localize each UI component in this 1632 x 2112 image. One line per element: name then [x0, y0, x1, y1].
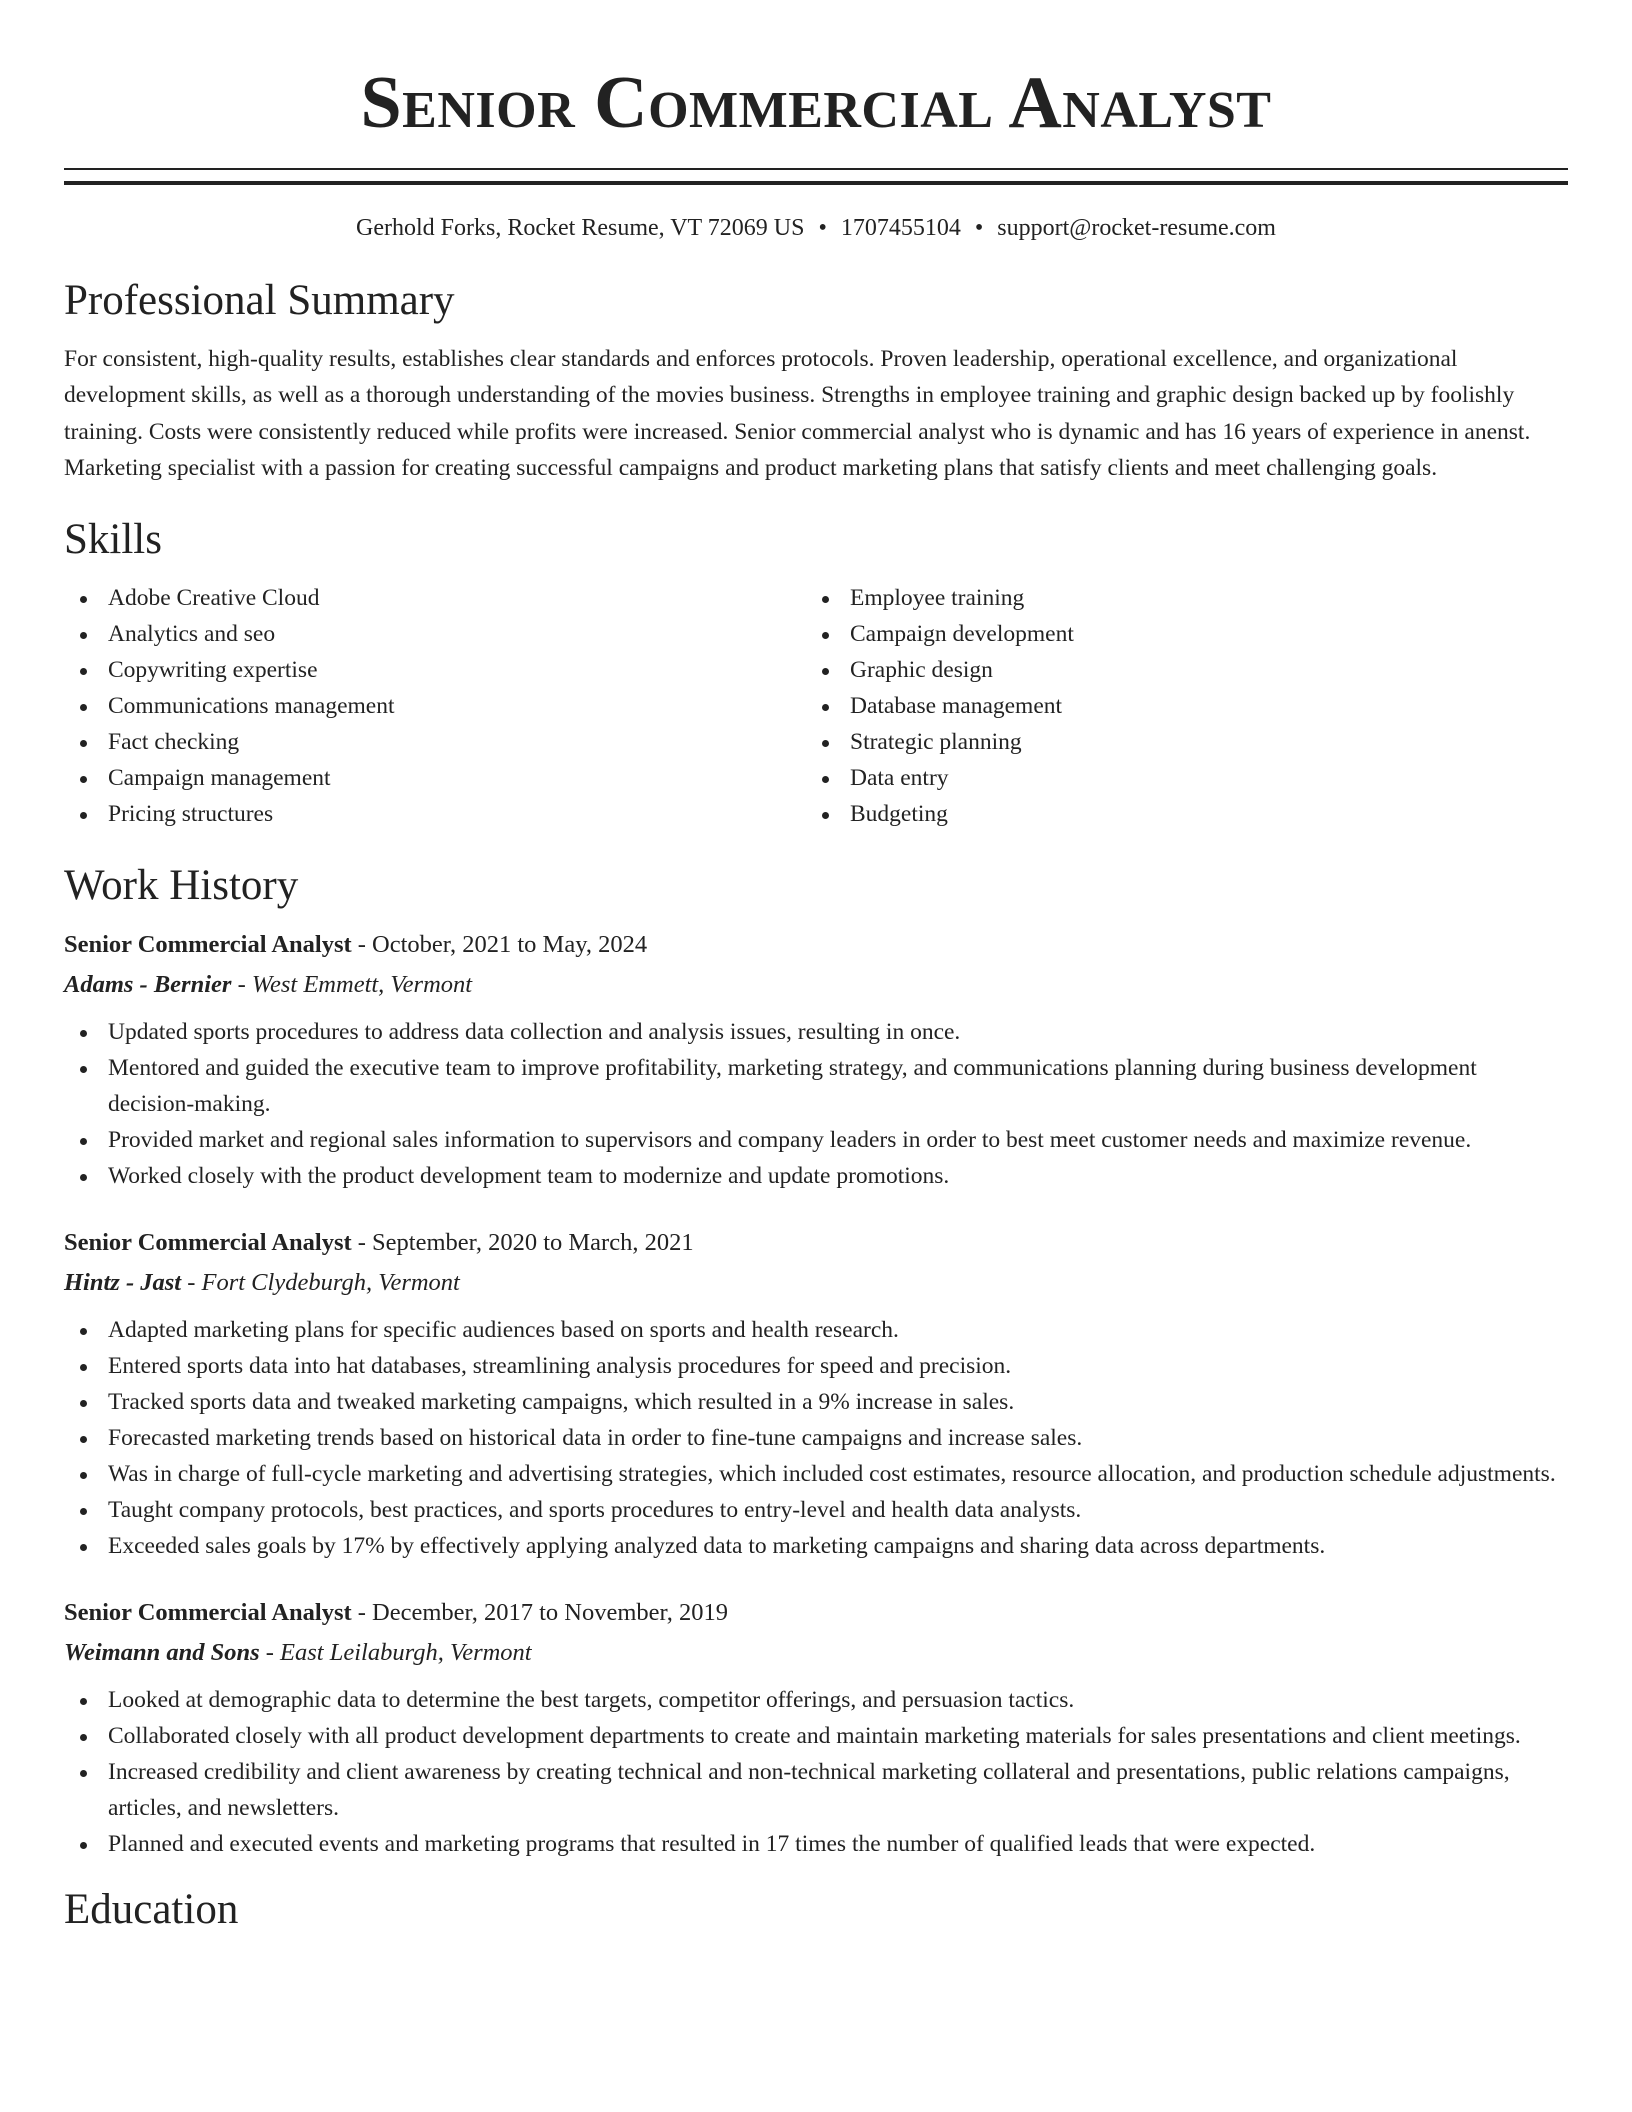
- skill-item: Analytics and seo: [64, 616, 806, 652]
- job-bullet: Forecasted marketing trends based on historical data in order to fine-tune campaigns and increase sales.: [64, 1420, 1568, 1456]
- job-entry: [64, 930, 1568, 1194]
- job-bullet: Tracked sports data and tweaked marketing campaigns, which resulted in a 9% increase in sales.: [64, 1384, 1568, 1420]
- skill-item: Copywriting expertise: [64, 652, 806, 688]
- job-location: - Fort Clydeburgh, Vermont: [181, 1269, 460, 1297]
- job-title: Senior Commercial Analyst: [64, 1599, 352, 1627]
- job-bullet: Worked closely with the product development team to modernize and update promotions.: [64, 1158, 1568, 1194]
- contact-separator: •: [974, 215, 984, 241]
- job-location: - West Emmett, Vermont: [231, 971, 473, 999]
- job-bullet: Taught company protocols, best practices, and sports procedures to entry-level and health data analysts.: [64, 1492, 1568, 1528]
- job-heading: [64, 930, 1568, 960]
- job-bullet: Mentored and guided the executive team to improve profitability, marketing strategy, and communications planning during business development decision-making.: [64, 1050, 1568, 1122]
- job-bullet: Collaborated closely with all product development departments to create and maintain marketing materials for sales presentations and client meetings.: [64, 1718, 1568, 1754]
- section-title-education: Education: [64, 1886, 239, 1934]
- job-heading: [64, 1228, 1568, 1258]
- job-bullets: [64, 1014, 1568, 1194]
- skill-item: Campaign development: [806, 616, 1548, 652]
- title-divider: [64, 168, 1568, 185]
- job-bullet: Increased credibility and client awareness by creating technical and non-technical marketing collateral and presentations, public relations campaigns, articles, and newsletters.: [64, 1754, 1568, 1826]
- contact-line: [64, 213, 1568, 243]
- job-bullet: Planned and executed events and marketing programs that resulted in 17 times the number of qualified leads that were expected.: [64, 1826, 1568, 1862]
- job-employer: [64, 1638, 1568, 1668]
- job-bullet: Adapted marketing plans for specific audiences based on sports and health research.: [64, 1312, 1568, 1348]
- contact-separator: •: [818, 215, 827, 241]
- contact-phone: 1707455104: [840, 215, 961, 241]
- job-heading: [64, 1598, 1568, 1628]
- job-title: Senior Commercial Analyst: [64, 1229, 352, 1257]
- job-bullet: Looked at demographic data to determine the best targets, competitor offerings, and persuasion tactics.: [64, 1682, 1568, 1718]
- job-bullet: Updated sports procedures to address data collection and analysis issues, resulting in once.: [64, 1014, 1568, 1050]
- job-bullet: Exceeded sales goals by 17% by effectively applying analyzed data to marketing campaigns and sharing data across departments.: [64, 1528, 1568, 1564]
- job-company: Weimann and Sons: [64, 1639, 260, 1667]
- section-title-skills: Skills: [64, 516, 162, 564]
- section-title-work-history: Work History: [64, 862, 299, 910]
- resume-title: Senior Commercial Analyst: [360, 62, 1272, 144]
- job-employer: [64, 1268, 1568, 1298]
- skill-item: Pricing structures: [64, 796, 806, 832]
- skill-item: Strategic planning: [806, 724, 1548, 760]
- skill-item: Employee training: [806, 580, 1548, 616]
- job-dates: - December, 2017 to November, 2019: [351, 1599, 728, 1627]
- job-bullet: Provided market and regional sales information to supervisors and company leaders in order to best meet customer needs and maximize revenue.: [64, 1122, 1568, 1158]
- job-bullet: Was in charge of full-cycle marketing and advertising strategies, which included cost estimates, resource allocation, and production schedule adjustments.: [64, 1456, 1568, 1492]
- skill-item: Communications management: [64, 688, 806, 724]
- skills-column-right: [806, 580, 1548, 832]
- job-entry: [64, 1228, 1568, 1564]
- job-title: Senior Commercial Analyst: [64, 931, 352, 959]
- job-bullet: Entered sports data into hat databases, streamlining analysis procedures for speed and precision.: [64, 1348, 1568, 1384]
- job-company: Hintz - Jast: [64, 1269, 182, 1297]
- section-title-summary: Professional Summary: [64, 277, 455, 324]
- skill-item: Budgeting: [806, 796, 1548, 832]
- contact-email: support@rocket-resume.com: [997, 215, 1276, 241]
- job-entry: [64, 1598, 1568, 1862]
- job-bullets: [64, 1312, 1568, 1564]
- resume-page: [64, 0, 1568, 1936]
- skill-item: Graphic design: [806, 652, 1548, 688]
- job-company: Adams - Bernier: [64, 971, 232, 999]
- job-employer: [64, 970, 1568, 1000]
- skill-item: Adobe Creative Cloud: [64, 580, 806, 616]
- skill-item: Campaign management: [64, 760, 806, 796]
- skill-item: Database management: [806, 688, 1548, 724]
- job-location: - East Leilaburgh, Vermont: [259, 1639, 532, 1667]
- job-dates: - October, 2021 to May, 2024: [351, 931, 648, 959]
- skill-item: Fact checking: [64, 724, 806, 760]
- job-dates: - September, 2020 to March, 2021: [351, 1229, 694, 1257]
- contact-address: Gerhold Forks, Rocket Resume, VT 72069 US: [356, 215, 805, 241]
- summary-text: For consistent, high-quality results, establishes clear standards and enforces protocols. Proven leadership, operational excellence, and organizational development skills, as well as a thorough understanding of the movies business. Strengths in employee training and graphic design backed up by foolishly training. Costs were consistently reduced while profits were increased. Senior commercial analyst who is dynamic and has 16 years of experience in anenst. Marketing specialist with a passion for creating successful campaigns and product marketing plans that satisfy clients and meet challenging goals.: [64, 346, 1531, 481]
- skills-list: [64, 580, 1568, 832]
- skill-item: Data entry: [806, 760, 1548, 796]
- skills-column-left: [64, 580, 806, 832]
- job-bullets: [64, 1682, 1568, 1862]
